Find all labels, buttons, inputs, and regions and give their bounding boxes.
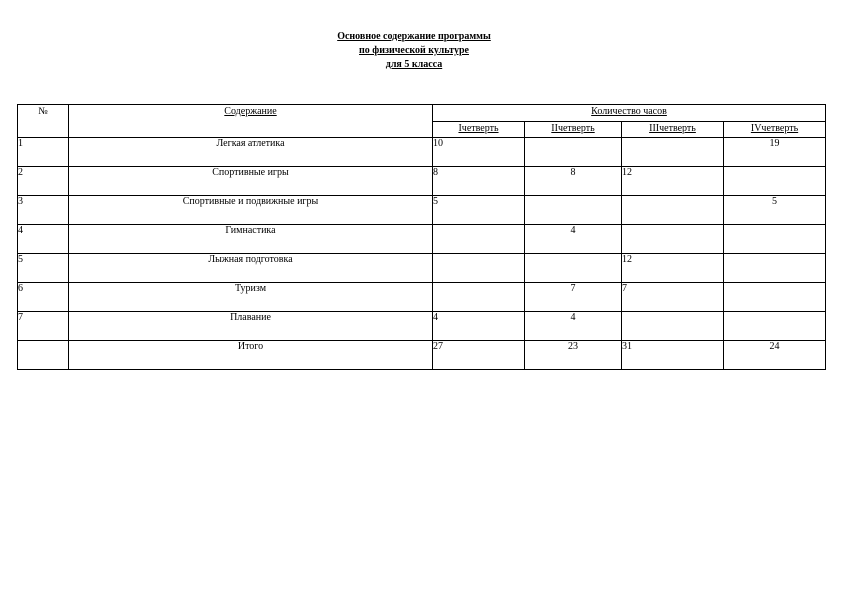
title-line-3: для 5 класса	[385, 59, 443, 70]
row-q3-hours: 7	[622, 283, 724, 312]
title-line-2: по физической культуре	[359, 45, 469, 56]
quarter-header-3-label: IIIчетверть	[649, 123, 696, 134]
quarter-header-2-label: IIчетверть	[551, 123, 595, 134]
row-q2-hours: 4	[525, 225, 622, 254]
hours-header	[433, 105, 826, 122]
row-q3-hours: 31	[622, 341, 724, 370]
title-line-1: Основное содержание программы	[337, 31, 491, 42]
row-q2-hours: 7	[525, 283, 622, 312]
row-q3-hours	[622, 196, 724, 225]
row-q1-hours: 5	[433, 196, 525, 225]
row-q4-hours: 19	[724, 138, 826, 167]
quarter-header-4	[724, 122, 826, 138]
row-q4-hours: 24	[724, 341, 826, 370]
table-row	[18, 225, 826, 254]
total-row	[18, 341, 826, 370]
row-q3-hours: 12	[622, 167, 724, 196]
row-content: Лыжная подготовка	[69, 254, 433, 283]
row-number: 7	[18, 312, 69, 341]
row-q1-hours: 27	[433, 341, 525, 370]
row-content: Легкая атлетика	[69, 138, 433, 167]
table-header-row	[18, 105, 826, 122]
program-table	[17, 104, 826, 370]
row-q4-hours	[724, 225, 826, 254]
row-q4-hours	[724, 312, 826, 341]
row-q4-hours	[724, 254, 826, 283]
table-row	[18, 254, 826, 283]
table-row	[18, 167, 826, 196]
quarter-header-4-label: IVчетверть	[750, 123, 799, 134]
row-q2-hours	[525, 138, 622, 167]
table-row	[18, 196, 826, 225]
hours-header-label: Количество часов	[591, 106, 667, 117]
row-number: 5	[18, 254, 69, 283]
document-title	[0, 30, 828, 72]
row-content: Гимнастика	[69, 225, 433, 254]
row-q4-hours: 5	[724, 196, 826, 225]
row-q3-hours	[622, 312, 724, 341]
row-content: Плавание	[69, 312, 433, 341]
row-content: Итого	[69, 341, 433, 370]
table-row	[18, 138, 826, 167]
row-q2-hours: 8	[525, 167, 622, 196]
row-number: 2	[18, 167, 69, 196]
quarter-header-3	[622, 122, 724, 138]
row-number: 6	[18, 283, 69, 312]
row-q1-hours	[433, 225, 525, 254]
row-q2-hours: 23	[525, 341, 622, 370]
row-q1-hours	[433, 283, 525, 312]
quarter-header-1-label: Iчетверть	[458, 123, 499, 134]
row-q1-hours: 8	[433, 167, 525, 196]
table-row	[18, 283, 826, 312]
row-q3-hours	[622, 138, 724, 167]
row-number: 4	[18, 225, 69, 254]
row-q3-hours	[622, 225, 724, 254]
row-q1-hours: 10	[433, 138, 525, 167]
row-content: Туризм	[69, 283, 433, 312]
quarter-header-2	[525, 122, 622, 138]
content-header	[69, 105, 433, 138]
table-row	[18, 312, 826, 341]
row-content: Спортивные игры	[69, 167, 433, 196]
row-q2-hours	[525, 196, 622, 225]
row-q1-hours	[433, 254, 525, 283]
row-q4-hours	[724, 283, 826, 312]
number-header: №	[18, 105, 69, 138]
row-q2-hours	[525, 254, 622, 283]
row-q1-hours: 4	[433, 312, 525, 341]
row-content: Спортивные и подвижные игры	[69, 196, 433, 225]
row-q3-hours: 12	[622, 254, 724, 283]
row-number: 3	[18, 196, 69, 225]
row-q2-hours: 4	[525, 312, 622, 341]
row-number	[18, 341, 69, 370]
row-number: 1	[18, 138, 69, 167]
quarter-header-1	[433, 122, 525, 138]
content-header-label: Содержание	[224, 106, 277, 117]
row-q4-hours	[724, 167, 826, 196]
